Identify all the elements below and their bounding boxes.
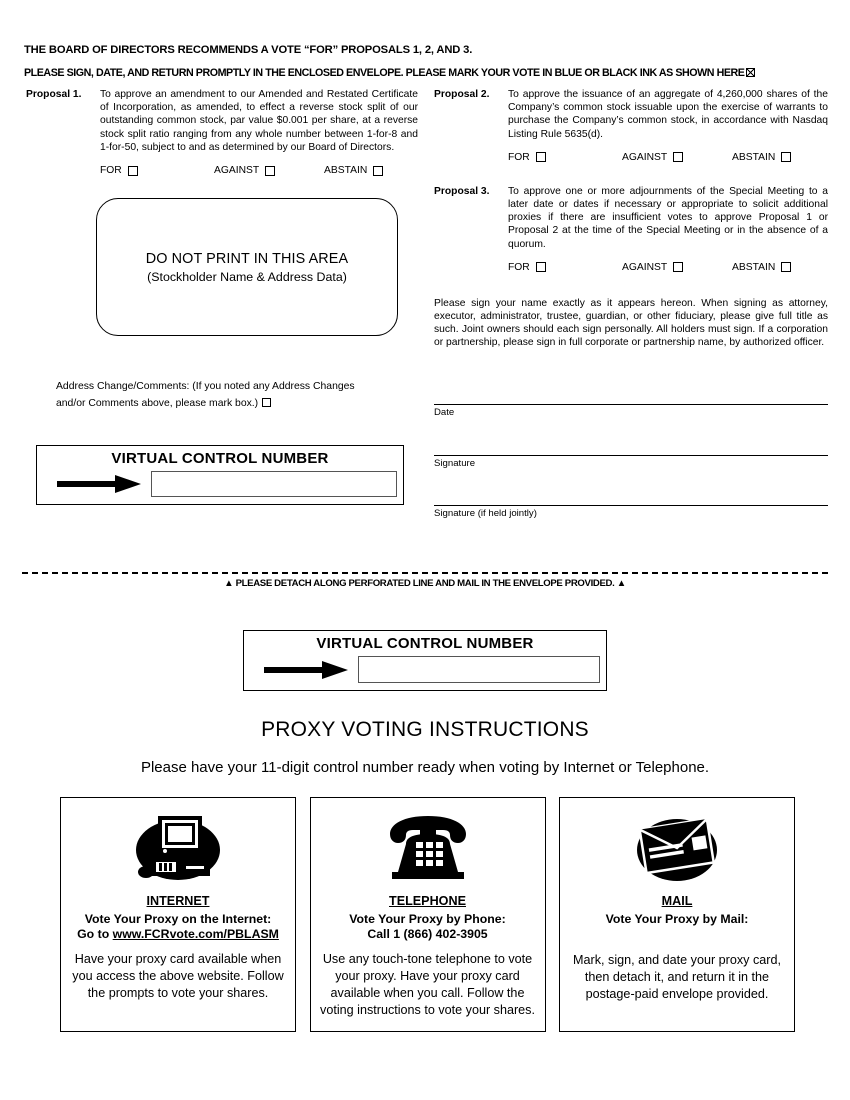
proposal-1-abstain-checkbox[interactable]: [373, 166, 383, 176]
proposal-1-abstain-label: ABSTAIN: [324, 165, 368, 177]
internet-body-text: Have your proxy card available when you access the above website. Follow the prompts to vote your shares.: [72, 952, 284, 1000]
proxy-voting-instructions-subtitle: Please have your 11-digit control number ready when voting by Internet or Telephone.: [140, 759, 710, 776]
proposal-2-for-option[interactable]: [508, 152, 622, 163]
proposal-3-against-option[interactable]: [622, 262, 732, 273]
virtual-control-number-top: [36, 445, 404, 505]
joint-signature-label: Signature (if held jointly): [434, 508, 537, 519]
proposal-1-vote-options: [26, 165, 418, 176]
virtual-control-number-bottom-title: VIRTUAL CONTROL NUMBER: [316, 635, 534, 652]
proposal-3: [434, 185, 828, 251]
telephone-icon: [382, 808, 474, 888]
perforated-line: [22, 572, 828, 574]
header-block: [24, 44, 828, 79]
date-line[interactable]: [434, 404, 828, 405]
proposal-1-for-option[interactable]: [100, 165, 214, 176]
address-change-line1: Address Change/Comments: (If you noted any Address Changes: [56, 381, 355, 392]
proposal-1-abstain-option[interactable]: [324, 165, 383, 176]
right-arrow-icon: [47, 472, 151, 496]
proposal-1-against-checkbox[interactable]: [265, 166, 275, 176]
computer-icon: [132, 808, 224, 888]
right-column: [434, 88, 828, 350]
proposal-1-against-option[interactable]: [214, 165, 324, 176]
proposal-3-against-label: AGAINST: [622, 261, 668, 273]
do-not-print-subtitle: (Stockholder Name & Address Data): [147, 269, 347, 284]
internet-voting-box: [60, 797, 296, 1032]
mail-voting-box: [559, 797, 795, 1032]
proxy-voting-instructions-title: PROXY VOTING INSTRUCTIONS: [261, 718, 589, 741]
voting-methods-container: [60, 797, 795, 1032]
internet-heading: INTERNET: [146, 894, 210, 908]
virtual-control-number-bottom-input[interactable]: [358, 656, 600, 683]
proposal-2-abstain-option[interactable]: [732, 152, 791, 163]
proposal-2-abstain-checkbox[interactable]: [781, 152, 791, 162]
proposal-2-vote-options: [434, 152, 828, 163]
proposal-1-for-label: FOR: [100, 165, 122, 177]
mail-bold-lines: [606, 912, 749, 927]
signature-label: Signature: [434, 458, 476, 469]
joint-signature-line[interactable]: [434, 505, 828, 506]
mail-heading: MAIL: [661, 894, 693, 908]
checkbox-x-icon: [746, 68, 755, 77]
proposal-2-text: To approve the issuance of an aggregate of 4,260,000 shares of the Company’s common stock issuable upon the exercise of warrants to purchase the Company’s common stock, in accordance with Nasdaq Listing Rule 5635(d).: [508, 89, 828, 140]
proposal-2-against-label: AGAINST: [622, 151, 668, 163]
left-column: [26, 88, 418, 176]
joint-signature-field[interactable]: [434, 505, 828, 519]
sign-return-instruction-line: [24, 67, 828, 79]
proposal-3-abstain-label: ABSTAIN: [732, 261, 776, 273]
proposal-3-for-checkbox[interactable]: [536, 262, 546, 272]
internet-bold-lines: [77, 912, 279, 942]
virtual-control-number-top-input[interactable]: [151, 471, 397, 497]
sign-return-instruction-text: PLEASE SIGN, DATE, AND RETURN PROMPTLY IN THE ENCLOSED ENVELOPE. PLEASE MARK YOUR VOTE IN BLUE OR BLACK INK AS SHOWN HERE: [24, 67, 745, 79]
virtual-control-number-top-title: VIRTUAL CONTROL NUMBER: [111, 450, 329, 467]
board-recommendation-line: THE BOARD OF DIRECTORS RECOMMENDS A VOTE “FOR” PROPOSALS 1, 2, AND 3.: [24, 44, 473, 56]
internet-bold-line1: Vote Your Proxy on the Internet:: [84, 912, 272, 926]
detach-instruction: ▲ PLEASE DETACH ALONG PERFORATED LINE AND MAIL IN THE ENVELOPE PROVIDED. ▲: [224, 578, 626, 589]
proposal-3-abstain-option[interactable]: [732, 262, 791, 273]
proposal-2-for-label: FOR: [508, 151, 530, 163]
proposal-3-label: Proposal 3.: [434, 185, 490, 197]
proposal-1-for-checkbox[interactable]: [128, 166, 138, 176]
telephone-call-number: Call 1 (866) 402-3905: [367, 927, 488, 941]
signature-line[interactable]: [434, 455, 828, 456]
proposal-2-against-checkbox[interactable]: [673, 152, 683, 162]
proposal-1-text: To approve an amendment to our Amended and Restated Certificate of Incorporation, as amended, to effect a reverse stock split of our outstanding common stock, par value $0.001 per share, at a reverse stock split ratio ranging from any whole number between 1-for-8 and 1-for-50, subject to and as determined by our Board of Directors.: [100, 89, 418, 153]
address-change-block: [56, 378, 402, 412]
address-change-line2: and/or Comments above, please mark box.): [56, 398, 259, 409]
do-not-print-title: DO NOT PRINT IN THIS AREA: [145, 250, 349, 267]
proposal-2-for-checkbox[interactable]: [536, 152, 546, 162]
telephone-bold-lines: [349, 912, 505, 942]
proposal-2-label: Proposal 2.: [434, 89, 490, 100]
proposal-1: [26, 88, 418, 154]
date-label: Date: [434, 407, 455, 418]
proposal-3-for-option[interactable]: [508, 262, 622, 273]
signature-field[interactable]: [434, 455, 828, 469]
internet-goto-prefix: Go to: [77, 927, 113, 941]
proposal-1-against-label: AGAINST: [214, 165, 260, 177]
telephone-voting-box: [310, 797, 546, 1032]
signature-instructions-text: Please sign your name exactly as it appears hereon. When signing as attorney, executor, administrator, trustee, guardian, or other fiduciary, please give full title as such. Joint owners should each sign personally. All holders must sign. If a corporation or partnership, please sign in full corporate or partnership name, by authorized officer.: [434, 297, 828, 349]
telephone-bold-line1: Vote Your Proxy by Phone:: [349, 912, 506, 926]
proposal-3-for-label: FOR: [508, 261, 530, 273]
proposal-3-text: To approve one or more adjournments of the Special Meeting to a later date or dates if necessary or appropriate to solicit additional proxies if there are insufficient votes to approve Proposal 1 or Proposal 2 at the time of the Special Meeting or in the absence of a quorum.: [508, 185, 828, 250]
virtual-control-number-bottom-row: [250, 656, 600, 683]
mail-bold-line1: Vote Your Proxy by Mail:: [605, 912, 749, 926]
mail-body-text: Mark, sign, and date your proxy card, then detach it, and return it in the postage-paid envelope provided.: [573, 953, 781, 1001]
date-signature-field[interactable]: [434, 404, 828, 418]
proposal-2-abstain-label: ABSTAIN: [732, 151, 776, 163]
mail-envelope-icon: [631, 808, 723, 888]
right-arrow-icon: [254, 658, 358, 682]
proposal-2: [434, 88, 828, 141]
address-change-checkbox[interactable]: [262, 398, 271, 407]
proposal-2-against-option[interactable]: [622, 152, 732, 163]
stockholder-address-area: [96, 198, 398, 336]
telephone-body-text: Use any touch-tone telephone to vote your proxy. Have your proxy card available when you call. Follow the voting instructions to vote your shares.: [320, 952, 535, 1017]
virtual-control-number-top-row: [43, 471, 397, 497]
virtual-control-number-bottom: [243, 630, 607, 691]
internet-voting-url[interactable]: www.FCRvote.com/PBLASM: [112, 927, 279, 941]
proposal-3-against-checkbox[interactable]: [673, 262, 683, 272]
proposal-3-abstain-checkbox[interactable]: [781, 262, 791, 272]
proposal-1-label: Proposal 1.: [26, 89, 82, 100]
proposal-3-vote-options: [434, 262, 828, 273]
telephone-heading: TELEPHONE: [389, 894, 466, 908]
